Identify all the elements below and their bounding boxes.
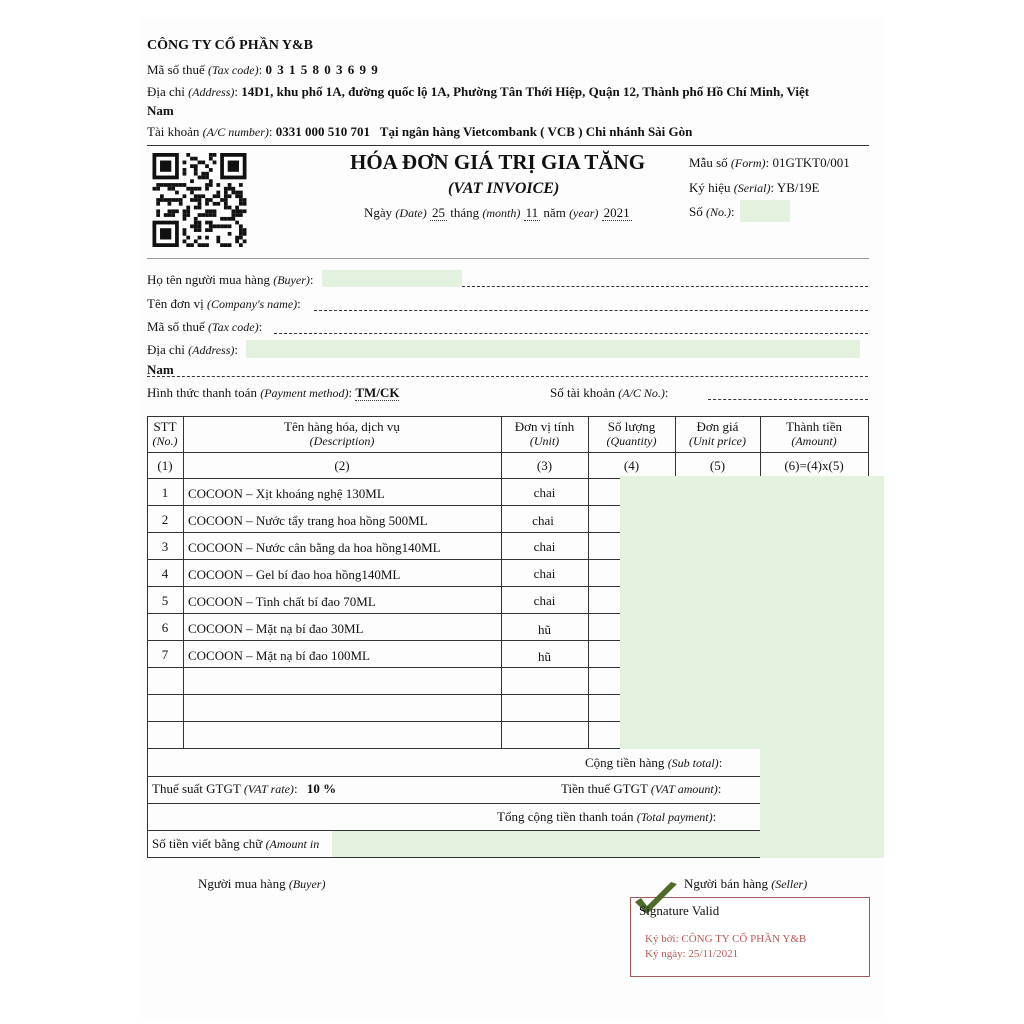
row-description: COCOON – Xịt khoáng nghệ 130ML — [188, 486, 385, 501]
amount-words-label: Số tiền viết bằng chữ (Amount in — [152, 836, 320, 851]
row-no: 2 — [161, 512, 169, 527]
row-no: 6 — [161, 620, 169, 635]
row-description: COCOON – Nước tẩy trang hoa hồng 500ML — [188, 513, 428, 528]
row-unit: chai — [533, 566, 556, 581]
col-num: (3) — [536, 458, 553, 473]
row-no: 3 — [161, 539, 169, 554]
header-quantity: Số lượng (Quantity) — [606, 419, 657, 448]
row-unit: chai — [532, 513, 554, 528]
signature-valid-text: Signature Valid — [639, 903, 720, 918]
header-no: STT (No.) — [152, 419, 178, 448]
row-unit: hũ — [538, 649, 551, 664]
payment-method: Hình thức thanh toán (Payment method): TM/CK — [147, 385, 400, 400]
seller-company: CÔNG TY CỔ PHẦN Y&B — [147, 38, 313, 53]
row-description: COCOON – Mặt nạ bí đao 100ML — [188, 648, 370, 663]
buyer-company-dots — [314, 310, 868, 311]
invoice-date: Ngày (Date) 25 tháng (month) 11 năm (year) 2021 — [364, 205, 630, 220]
row-no: 7 — [161, 647, 169, 662]
vat-rate-label: Thuế suất GTGT (VAT rate): 10 % — [152, 781, 337, 796]
col-num: (2) — [334, 458, 350, 473]
invoice-no: Số (No.): — [689, 204, 735, 219]
buyer-tax-dots — [274, 333, 868, 334]
seller-address-line: Địa chỉ (Address): 14D1, khu phố 1A, đường quốc lộ 1A, Phường Tân Thới Hiệp, Quận 12, Thành phố Hồ Chí Minh, Việt — [147, 84, 810, 99]
signed-by: Ký bởi: CÔNG TY CỔ PHẦN Y&B — [645, 933, 807, 945]
row-description: COCOON – Gel bí đao hoa hồng140ML — [188, 567, 401, 582]
col-num: (6)=(4)x(5) — [784, 458, 844, 473]
col-num: (4) — [623, 458, 640, 473]
vat-amount-label: Tiền thuế GTGT (VAT amount): — [561, 781, 722, 796]
invoice-title: HÓA ĐƠN GIÁ TRỊ GIA TĂNG — [350, 150, 646, 174]
buyer-tax-label: Mã số thuế (Tax code): — [147, 319, 263, 334]
redacted-buyer-address — [246, 340, 860, 358]
buyer-signature-label: Người mua hàng (Buyer) — [198, 876, 326, 891]
seller-tax-line: Mã số thuế (Tax code): 0 3 1 5 8 0 3 6 9 9 — [147, 62, 379, 77]
signed-date: Ký ngày: 25/11/2021 — [645, 948, 739, 960]
subtotal-label: Cộng tiền hàng (Sub total): — [585, 755, 723, 770]
seller-address-line2: Nam — [147, 103, 174, 118]
redacted-amount-words — [332, 831, 760, 857]
buyer-account-label: Số tài khoản (A/C No.): — [550, 385, 669, 400]
total-label: Tổng cộng tiền thanh toán (Total payment): — [497, 809, 717, 824]
header-unit: Đơn vị tính (Unit) — [514, 419, 575, 448]
title-divider — [147, 258, 869, 259]
seller-signature-label: Người bán hàng (Seller) — [684, 876, 808, 891]
qr-code — [152, 153, 247, 247]
redacted-quantities-prices — [620, 476, 884, 749]
redacted-invoice-no — [740, 200, 790, 222]
row-no: 5 — [161, 593, 169, 608]
row-unit: chai — [533, 539, 556, 554]
buyer-account-dots — [708, 399, 868, 400]
invoice-subtitle: (VAT INVOICE) — [448, 180, 560, 197]
row-description: COCOON – Tinh chất bí đao 70ML — [188, 594, 376, 609]
buyer-name-label: Họ tên người mua hàng (Buyer): — [147, 272, 314, 287]
buyer-name-dots — [462, 286, 868, 287]
col-line — [147, 416, 148, 857]
serial-number: Ký hiệu (Serial): YB/19E — [689, 180, 820, 195]
row-no: 4 — [161, 566, 169, 581]
seller-account-line: Tài khoản (A/C number): 0331 000 510 701 Tại ngân hàng Vietcombank ( VCB ) Chi nhánh Sài Gòn — [147, 124, 693, 139]
redacted-totals — [760, 748, 884, 858]
row-description: COCOON – Mặt nạ bí đao 30ML — [188, 621, 364, 636]
row-description: COCOON – Nước cân bằng da hoa hồng140ML — [188, 540, 441, 555]
row-no: 1 — [161, 485, 169, 500]
redacted-buyer-name — [322, 270, 462, 287]
col-num: (5) — [709, 458, 726, 473]
row-unit: chai — [533, 593, 556, 608]
header-divider — [147, 145, 869, 146]
buyer-company-label: Tên đơn vị (Company's name): — [147, 296, 301, 311]
buyer-address-dots — [147, 376, 868, 377]
header-amount: Thành tiền (Amount) — [786, 419, 842, 448]
buyer-address-line2: Nam — [147, 362, 174, 377]
col-num: (1) — [157, 458, 173, 473]
row-unit: hũ — [538, 622, 551, 637]
form-number: Mẫu số (Form): 01GTKT0/001 — [689, 155, 850, 170]
row-unit: chai — [533, 485, 556, 500]
header-description: Tên hàng hóa, dịch vụ (Description) — [284, 419, 400, 448]
buyer-address-label: Địa chỉ (Address): — [147, 342, 238, 357]
header-unit-price: Đơn giá (Unit price) — [689, 419, 746, 448]
